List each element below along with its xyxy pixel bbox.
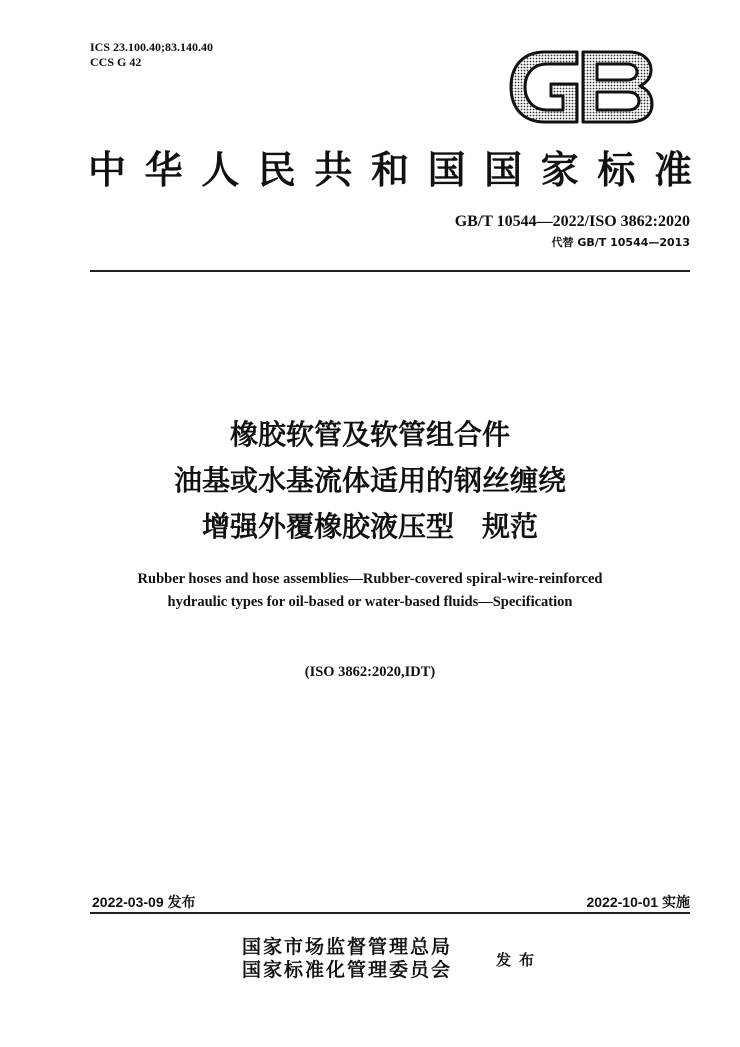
title-char: 共: [314, 147, 353, 192]
standard-category-title: [88, 146, 692, 194]
issue-date: 2022-03-09 发布: [92, 894, 196, 910]
ics-code: ICS 23.100.40;83.140.40: [90, 40, 214, 54]
ics-ccs-block: [90, 40, 213, 70]
chinese-title: [70, 412, 670, 550]
chinese-title-line: 增强外覆橡胶液压型 规范: [201, 510, 538, 543]
title-char: 准: [653, 147, 692, 192]
title-char: 人: [201, 147, 240, 192]
english-title: [70, 568, 670, 614]
header-rule: [90, 270, 690, 272]
english-title-line: hydraulic types for oil-based or water-based fluids—Specification: [167, 594, 573, 610]
title-char: 国: [427, 147, 466, 192]
publish-label: 发布: [496, 951, 543, 969]
title-char: 国: [484, 147, 523, 192]
chinese-title-line: 橡胶软管及软管组合件: [229, 418, 510, 451]
title-char: 家: [540, 147, 579, 192]
english-title-line: Rubber hoses and hose assemblies—Rubber-covered spiral-wire-reinforced: [137, 571, 603, 587]
gb-logo-text: GB: [505, 48, 507, 49]
title-char: 中: [88, 147, 127, 192]
iso-equivalence: (ISO 3862:2020,IDT): [304, 664, 436, 680]
ccs-code: CCS G 42: [90, 55, 142, 69]
issuer-name: 国家市场监督管理总局: [242, 936, 453, 958]
title-char: 民: [257, 147, 296, 192]
gb-logo: [505, 48, 655, 126]
implementation-date: 2022-10-01 实施: [586, 894, 690, 910]
standard-number: GB/T 10544—2022/ISO 3862:2020: [454, 213, 690, 230]
title-char: 华: [144, 147, 183, 192]
footer-rule: [90, 912, 690, 914]
replaces-standard: 代替 GB/T 10544—2013: [551, 236, 690, 249]
title-char: 和: [370, 147, 409, 192]
issuer-name: 国家标准化管理委员会: [242, 959, 453, 981]
issuing-authorities: [242, 936, 452, 982]
title-char: 标: [597, 147, 636, 192]
chinese-title-line: 油基或水基流体适用的钢丝缠绕: [173, 464, 566, 497]
